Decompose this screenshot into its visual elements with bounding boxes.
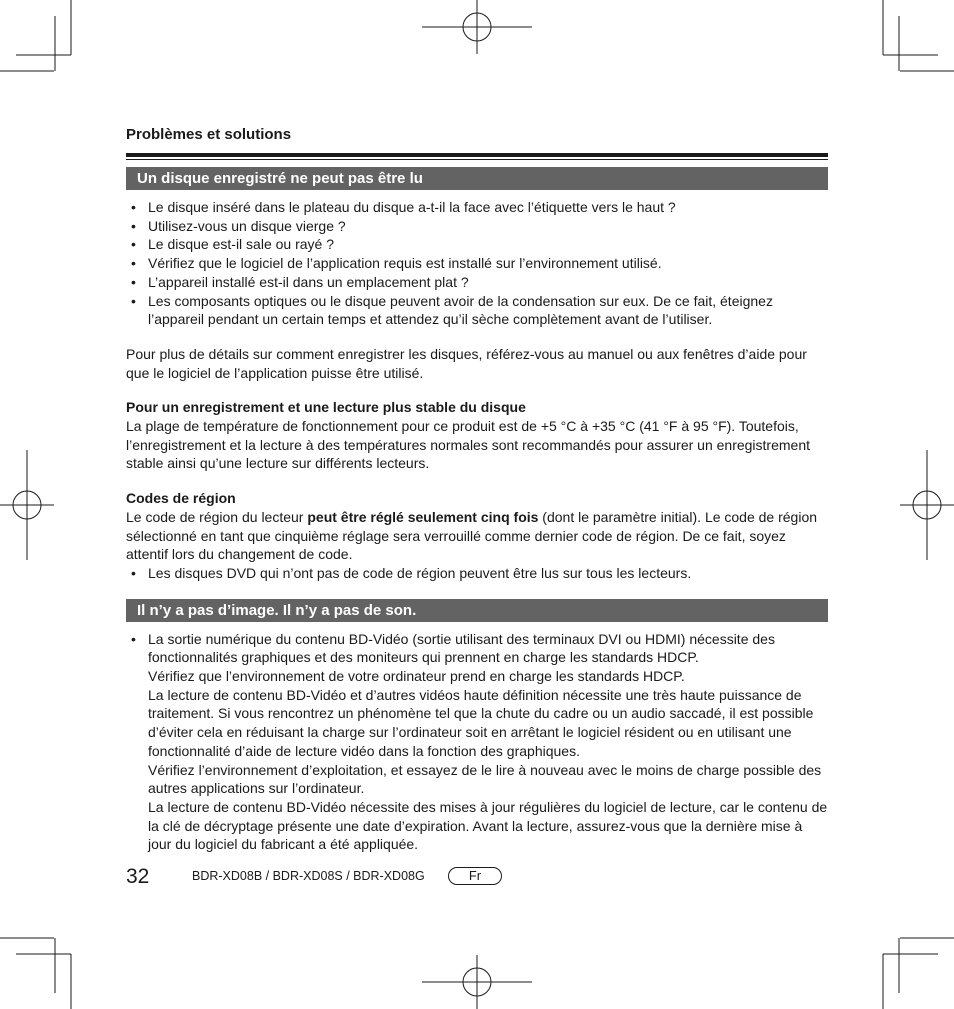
section-heading-unreadable-disc: Un disque enregistré ne peut pas être lu [126, 167, 828, 190]
bullet-paragraph: • La sortie numérique du contenu BD-Vidéo (sortie utilisant des terminaux DVI ou HDMI) nécessite des fonctionnalités graphiques et des moniteurs qui prennent en charge les standards HDCP. [148, 630, 775, 666]
list-item: • Le disque inséré dans le plateau du disque a-t-il la face avec l’étiquette vers le haut ? [126, 198, 828, 217]
list-item: • L’appareil installé est-il dans un emplacement plat ? [126, 273, 828, 292]
page-content [126, 126, 828, 854]
list-item: • Vérifiez que le logiciel de l’application requis est installé sur l’environnement utilisé. [126, 254, 828, 273]
bullet-paragraph: La lecture de contenu BD-Vidéo et d’autres vidéos haute définition nécessite une très haute puissance de traitement. Si vous rencontrez un phénomène tel que la chute du cadre ou un audio saccadé, il est possible d’éviter cela en réduisant la charge sur l’ordinateur soit en arrêtant le logiciel résident ou en utilisant une fonctionnalité d’aide de lecture vidéo dans la fonction des graphiques. [148, 686, 814, 759]
region-text-before: Le code de région du lecteur [126, 508, 308, 525]
region-codes-heading: Codes de région [126, 490, 236, 507]
region-text-after: (dont le paramètre initial). Le code de région sélectionné en tant que cinquième réglage sera verrouillé comme dernier code de région. De ce fait, soyez attentif lors du changement de code. [126, 508, 818, 563]
region-codes-text [126, 508, 828, 564]
bullet-paragraph: Vérifiez l’environnement d’exploitation, et essayez de le lire à nouveau avec le moins de charge possible des autres applications sur l’ordinateur. [148, 761, 822, 797]
section-heading-no-picture: Il n’y a pas d’image. Il n’y a pas de son. [126, 599, 828, 622]
list-item: • Utilisez-vous un disque vierge ? [126, 217, 828, 236]
page-number: 32 [126, 865, 150, 888]
region-text-emphasis: peut être réglé seulement cinq fois [307, 508, 539, 525]
list-item: • Les disques DVD qui n’ont pas de code de région peuvent être lus sur tous les lecteurs. [126, 564, 828, 583]
model-numbers: BDR-XD08B / BDR-XD08S / BDR-XD08G [192, 869, 425, 883]
stable-recording-heading: Pour un enregistrement et une lecture plus stable du disque [126, 399, 526, 416]
disc-checklist [126, 198, 828, 329]
details-paragraph: Pour plus de détails sur comment enregistrer les disques, référez-vous au manuel ou aux fenêtres d’aide pour que le logiciel de l’application puisse être utilisé. [126, 345, 807, 381]
stable-recording-text: La plage de température de fonctionnement pour ce produit est de +5 °C à +35 °C (41 °F à 95 °F). Toutefois, l’enregistrement et la lecture à des températures normales sont recommandés pour assurer un enregistrement stable ainsi qu’une lecture sur différents lecteurs. [126, 418, 810, 472]
header-rule [126, 153, 828, 157]
list-item: • Le disque est-il sale ou rayé ? [126, 235, 828, 254]
bullet-paragraph: Vérifiez que l’environnement de votre ordinateur prend en charge les standards HDCP. [148, 668, 685, 685]
header-rule-thin [126, 159, 828, 160]
video-checklist [126, 630, 828, 854]
list-item [126, 630, 828, 854]
language-badge: Fr [448, 867, 502, 885]
region-list [126, 564, 828, 583]
bullet-paragraph: La lecture de contenu BD-Vidéo nécessite des mises à jour régulières du logiciel de lecture, car le contenu de la clé de décryptage présente une date d’expiration. Avant la lecture, assurez-vous que la dernière mise à jour du logiciel du fabricant a été appliquée. [148, 798, 828, 853]
list-item: • Les composants optiques ou le disque peuvent avoir de la condensation sur eux. De ce fait, éteignez l’appareil pendant un certain temps et attendez qu’il sèche complètement avant de l’utiliser. [126, 292, 828, 329]
page-title: Problèmes et solutions [126, 126, 292, 143]
